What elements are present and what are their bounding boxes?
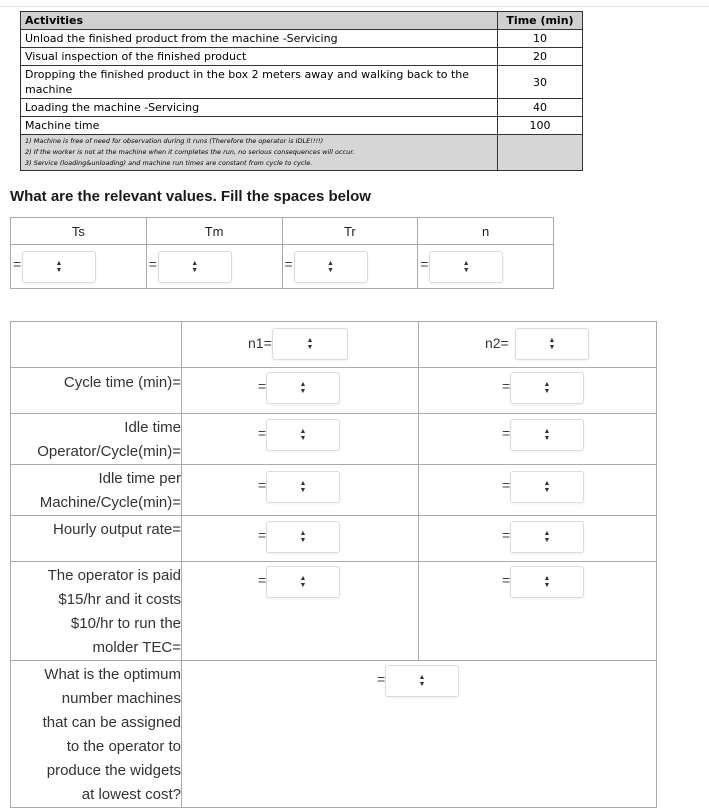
cycle-time-n2-cell: [419, 368, 657, 414]
n-cell: [418, 245, 554, 289]
n-values-row: [11, 322, 657, 368]
n1-label: n1=: [248, 335, 272, 351]
activity-row: [21, 66, 583, 99]
notes-cell: [21, 135, 498, 171]
equals-sign: =: [502, 378, 511, 394]
idle-operator-n1-select[interactable]: [266, 419, 340, 451]
activity-name: Visual inspection of the finished product: [21, 48, 498, 66]
tec-n2-select[interactable]: [510, 566, 584, 598]
select-arrows-icon: ▲ ▼: [55, 260, 63, 274]
select-arrows-icon: ▲ ▼: [327, 260, 334, 274]
idle-operator-n2-cell: [419, 414, 657, 465]
cycle-time-label: Cycle time (min)=: [11, 368, 182, 414]
hourly-output-n1-cell: [182, 516, 419, 562]
values-input-row: [11, 245, 554, 289]
idle-operator-n1-cell: [182, 414, 419, 465]
activity-row: [21, 30, 583, 48]
optimum-row: [11, 661, 657, 808]
tec-row: [11, 562, 657, 661]
select-arrows-icon: ▲ ▼: [543, 575, 551, 589]
activity-name-line: machine: [25, 83, 73, 96]
hourly-output-n2-select[interactable]: [510, 521, 584, 553]
select-arrows-icon: ▲ ▼: [299, 428, 307, 442]
idle-operator-row: [11, 414, 657, 465]
tec-label: The operator is paid $15/hr and it costs $10/hr to run the molder TEC=: [11, 562, 182, 661]
equals-sign: =: [284, 256, 293, 272]
activity-row: [21, 99, 583, 117]
select-arrows-icon: ▲ ▼: [299, 575, 307, 589]
hourly-output-row: [11, 516, 657, 562]
idle-machine-n2-select[interactable]: [510, 471, 584, 503]
idle-operator-label: Idle time Operator/Cycle(min)=: [11, 414, 182, 465]
optimum-answer-cell: [182, 661, 657, 808]
ts-select[interactable]: [22, 251, 96, 283]
equals-sign: =: [258, 378, 267, 394]
question-text: What are the relevant values. Fill the spaces below: [10, 188, 371, 205]
activity-name: Loading the machine -Servicing: [21, 99, 498, 117]
n1-cell: [182, 322, 419, 368]
hourly-output-n1-select[interactable]: [266, 521, 340, 553]
activity-time: 10: [498, 30, 583, 48]
equals-sign: =: [420, 256, 429, 272]
equals-sign: =: [258, 572, 267, 588]
equals-sign: =: [258, 527, 267, 543]
equals-sign: =: [502, 527, 511, 543]
tec-n1-select[interactable]: [266, 566, 340, 598]
equals-sign: =: [148, 256, 157, 272]
empty-label-cell: [11, 322, 182, 368]
notes-row: [21, 135, 583, 171]
optimum-label: What is the optimum number machines that can be assigned to the operator to produce the widgets at lowest cost?: [11, 661, 182, 808]
n2-select[interactable]: [515, 328, 589, 360]
note-line: 2) If the worker is not at the machine when it completes the run, no serious consequences will occur.: [25, 148, 355, 156]
equals-sign: =: [502, 477, 511, 493]
tr-cell: [282, 245, 418, 289]
activity-time: 40: [498, 99, 583, 117]
tec-n2-cell: [419, 562, 657, 661]
activities-table: [20, 11, 583, 171]
header-tm: Tm: [146, 218, 282, 245]
select-arrows-icon: ▲ ▼: [548, 337, 556, 351]
optimum-select[interactable]: [385, 665, 459, 697]
n-select[interactable]: [429, 251, 503, 283]
activity-name-line: Dropping the finished product in the box 2 meters away and walking back to the: [25, 68, 470, 81]
hourly-output-n2-cell: [419, 516, 657, 562]
equals-sign: =: [258, 477, 267, 493]
notes-blank-cell: [498, 135, 583, 171]
equals-sign: =: [377, 671, 386, 687]
cycle-time-n1-cell: [182, 368, 419, 414]
activities-header-row: [21, 12, 583, 30]
note-line: 1) Machine is free of need for observation during it runs (Therefore the operator is IDLE!!!!): [25, 137, 324, 145]
activity-time: 30: [498, 66, 583, 99]
activity-row: [21, 117, 583, 135]
time-header: Time (min): [498, 12, 583, 30]
header-n: n: [418, 218, 554, 245]
select-arrows-icon: ▲ ▼: [543, 428, 551, 442]
n2-label: n2=: [485, 335, 509, 351]
select-arrows-icon: ▲ ▼: [299, 480, 307, 494]
select-arrows-icon: ▲ ▼: [462, 260, 470, 274]
select-arrows-icon: ▲ ▼: [418, 674, 426, 688]
tr-select[interactable]: [294, 251, 368, 283]
ts-cell: [11, 245, 147, 289]
activity-time: 100: [498, 117, 583, 135]
idle-machine-row: [11, 465, 657, 516]
tec-n1-cell: [182, 562, 419, 661]
header-tr: Tr: [282, 218, 418, 245]
select-arrows-icon: ▲ ▼: [306, 337, 314, 351]
equals-sign: =: [13, 256, 22, 272]
cycle-time-n2-select[interactable]: [510, 372, 584, 404]
equals-sign: =: [258, 425, 267, 441]
select-arrows-icon: ▲ ▼: [543, 381, 551, 395]
hourly-output-label: Hourly output rate=: [11, 516, 182, 562]
cycle-time-row: [11, 368, 657, 414]
idle-machine-n1-cell: [182, 465, 419, 516]
n2-cell: [419, 322, 657, 368]
activity-name: [21, 66, 498, 99]
header-ts: Ts: [11, 218, 147, 245]
idle-machine-n1-select[interactable]: [266, 471, 340, 503]
tm-cell: [146, 245, 282, 289]
activity-row: [21, 48, 583, 66]
idle-machine-label: Idle time per Machine/Cycle(min)=: [11, 465, 182, 516]
equals-sign: =: [502, 425, 511, 441]
cycle-time-n1-select[interactable]: [266, 372, 340, 404]
idle-machine-n2-cell: [419, 465, 657, 516]
top-divider: [0, 6, 709, 7]
select-arrows-icon: ▲ ▼: [543, 530, 551, 544]
equals-sign: =: [502, 572, 511, 588]
select-arrows-icon: ▲ ▼: [543, 480, 551, 494]
idle-operator-n2-select[interactable]: [510, 419, 584, 451]
select-arrows-icon: ▲ ▼: [299, 381, 307, 395]
tm-select[interactable]: [158, 251, 232, 283]
analysis-table: [10, 321, 657, 808]
select-arrows-icon: ▲ ▼: [299, 530, 307, 544]
values-header-row: [11, 218, 554, 245]
activity-time: 20: [498, 48, 583, 66]
activity-name: Unload the finished product from the machine -Servicing: [21, 30, 498, 48]
activities-header: Activities: [21, 12, 498, 30]
activity-name: Machine time: [21, 117, 498, 135]
select-arrows-icon: ▲ ▼: [191, 260, 199, 274]
values-table: [10, 217, 554, 289]
note-line: 3) Service (loading&unloading) and machine run times are constant from cycle to cycle.: [25, 159, 313, 167]
n1-select[interactable]: [272, 328, 348, 360]
